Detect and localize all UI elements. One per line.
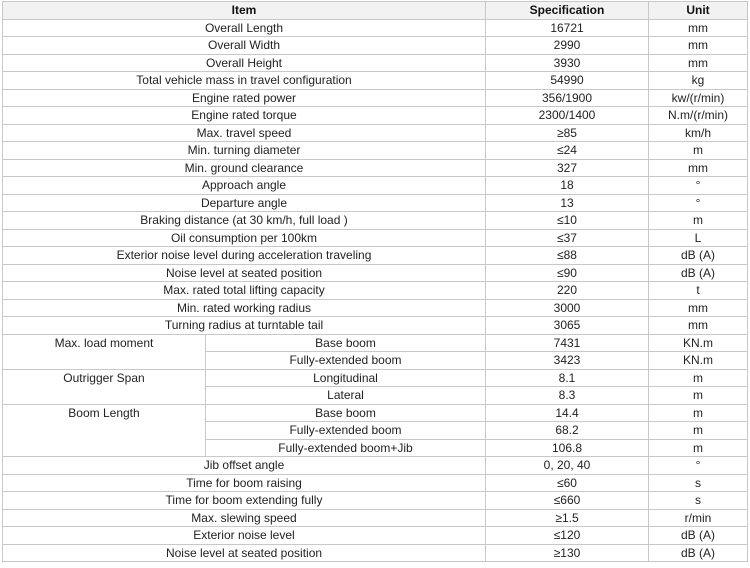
unit-cell: KN.m [649, 352, 748, 370]
spec-cell: ≤90 [486, 264, 649, 282]
table-row [3, 457, 748, 475]
spec-cell: 7431 [486, 334, 649, 352]
unit-cell: mm [649, 54, 748, 72]
spec-cell: 13 [486, 194, 649, 212]
spec-cell: 3423 [486, 352, 649, 370]
unit-cell: m [649, 369, 748, 387]
table-row [3, 299, 748, 317]
spec-cell: 8.1 [486, 369, 649, 387]
table-row [3, 404, 748, 422]
unit-cell: ° [649, 194, 748, 212]
item-cell: Departure angle [3, 194, 486, 212]
unit-cell: kg [649, 72, 748, 90]
table-row [3, 54, 748, 72]
spec-cell: 3930 [486, 54, 649, 72]
spec-cell: 16721 [486, 19, 649, 37]
unit-cell: m [649, 439, 748, 457]
unit-cell: mm [649, 19, 748, 37]
item-cell: Max. slewing speed [3, 509, 486, 527]
spec-cell: ≥1.5 [486, 509, 649, 527]
table-row [3, 317, 748, 335]
unit-cell: kw/(r/min) [649, 89, 748, 107]
table-row [3, 72, 748, 90]
spec-cell: 220 [486, 282, 649, 300]
item-cell: Braking distance (at 30 km/h, full load ) [3, 212, 486, 230]
spec-cell: ≤660 [486, 492, 649, 510]
table-row [3, 282, 748, 300]
item-cell: Turning radius at turntable tail [3, 317, 486, 335]
unit-cell: km/h [649, 124, 748, 142]
item-cell: Min. rated working radius [3, 299, 486, 317]
spec-cell: 327 [486, 159, 649, 177]
unit-cell: dB (A) [649, 544, 748, 562]
spec-cell: 0, 20, 40 [486, 457, 649, 475]
table-row [3, 369, 748, 387]
unit-cell: mm [649, 159, 748, 177]
item-cell: Oil consumption per 100km [3, 229, 486, 247]
unit-cell: m [649, 387, 748, 405]
unit-cell: mm [649, 317, 748, 335]
unit-cell: dB (A) [649, 264, 748, 282]
item-cell: Noise level at seated position [3, 544, 486, 562]
unit-cell: r/min [649, 509, 748, 527]
table-row [3, 492, 748, 510]
table-row [3, 247, 748, 265]
spec-cell: 106.8 [486, 439, 649, 457]
item-cell: Overall Height [3, 54, 486, 72]
sub-item-cell: Fully-extended boom [206, 352, 486, 370]
unit-cell: m [649, 212, 748, 230]
spec-cell: ≥130 [486, 544, 649, 562]
header-item: Item [3, 2, 486, 20]
sub-item-cell: Base boom [206, 404, 486, 422]
item-cell: Max. travel speed [3, 124, 486, 142]
group-cell-boom-length: Boom Length [3, 404, 206, 457]
table-row [3, 89, 748, 107]
table-row [3, 509, 748, 527]
table-row [3, 194, 748, 212]
spec-cell: ≤120 [486, 527, 649, 545]
unit-cell: m [649, 142, 748, 160]
table-row [3, 474, 748, 492]
spec-cell: ≤37 [486, 229, 649, 247]
item-cell: Exterior noise level during acceleration traveling [3, 247, 486, 265]
table-row [3, 264, 748, 282]
spec-cell: ≤10 [486, 212, 649, 230]
spec-cell: 356/1900 [486, 89, 649, 107]
item-cell: Time for boom raising [3, 474, 486, 492]
table-row [3, 19, 748, 37]
item-cell: Jib offset angle [3, 457, 486, 475]
unit-cell: t [649, 282, 748, 300]
spec-cell: 2990 [486, 37, 649, 55]
header-unit: Unit [649, 2, 748, 20]
spec-cell: 8.3 [486, 387, 649, 405]
item-cell: Engine rated torque [3, 107, 486, 125]
item-cell: Overall Length [3, 19, 486, 37]
sub-item-cell: Lateral [206, 387, 486, 405]
sub-item-cell: Fully-extended boom+Jib [206, 439, 486, 457]
unit-cell: s [649, 492, 748, 510]
table-row [3, 229, 748, 247]
unit-cell: mm [649, 37, 748, 55]
spec-cell: ≤88 [486, 247, 649, 265]
sub-item-cell: Base boom [206, 334, 486, 352]
spec-cell: 3000 [486, 299, 649, 317]
sub-item-cell: Longitudinal [206, 369, 486, 387]
spec-cell: ≤60 [486, 474, 649, 492]
table-row [3, 107, 748, 125]
table-row [3, 527, 748, 545]
item-cell: Overall Width [3, 37, 486, 55]
table-row [3, 159, 748, 177]
table-header-row [3, 2, 748, 20]
table-row [3, 334, 748, 352]
item-cell: Exterior noise level [3, 527, 486, 545]
unit-cell: L [649, 229, 748, 247]
table-row [3, 124, 748, 142]
spec-cell: 3065 [486, 317, 649, 335]
table-row [3, 544, 748, 562]
item-cell: Engine rated power [3, 89, 486, 107]
spec-cell: 18 [486, 177, 649, 195]
item-cell: Min. turning diameter [3, 142, 486, 160]
table-row [3, 142, 748, 160]
unit-cell: ° [649, 177, 748, 195]
spec-cell: 2300/1400 [486, 107, 649, 125]
unit-cell: dB (A) [649, 247, 748, 265]
item-cell: Time for boom extending fully [3, 492, 486, 510]
unit-cell: KN.m [649, 334, 748, 352]
unit-cell: dB (A) [649, 527, 748, 545]
item-cell: Max. rated total lifting capacity [3, 282, 486, 300]
spec-cell: 14.4 [486, 404, 649, 422]
item-cell: Total vehicle mass in travel configuration [3, 72, 486, 90]
unit-cell: m [649, 404, 748, 422]
spec-cell: 54990 [486, 72, 649, 90]
unit-cell: mm [649, 299, 748, 317]
unit-cell: s [649, 474, 748, 492]
item-cell: Noise level at seated position [3, 264, 486, 282]
header-specification: Specification [486, 2, 649, 20]
table-row [3, 37, 748, 55]
group-cell-outrigger-span: Outrigger Span [3, 369, 206, 404]
spec-cell: 68.2 [486, 422, 649, 440]
group-cell-max-load-moment: Max. load moment [3, 334, 206, 369]
specification-table [2, 1, 748, 562]
table-row [3, 212, 748, 230]
unit-cell: ° [649, 457, 748, 475]
item-cell: Approach angle [3, 177, 486, 195]
item-cell: Min. ground clearance [3, 159, 486, 177]
table-row [3, 177, 748, 195]
spec-cell: ≥85 [486, 124, 649, 142]
sub-item-cell: Fully-extended boom [206, 422, 486, 440]
spec-cell: ≤24 [486, 142, 649, 160]
unit-cell: m [649, 422, 748, 440]
unit-cell: N.m/(r/min) [649, 107, 748, 125]
